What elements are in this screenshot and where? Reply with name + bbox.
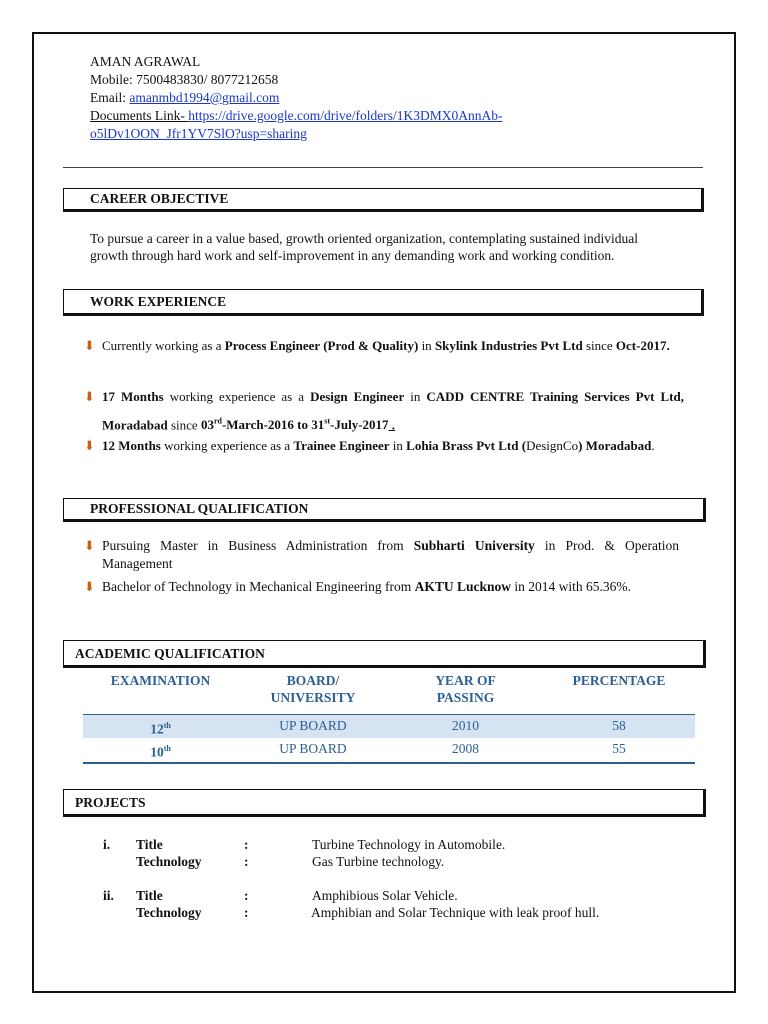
- exam-cell: 12th: [150, 721, 171, 737]
- documents-link[interactable]: https://drive.google.com/drive/folders/1K3DMX0AnnAb- o5lDv1OON_Jfr1YV7SlO?usp=sharing: [90, 108, 503, 141]
- percentage-cell: 55: [612, 741, 626, 756]
- work-item: ⬇ Currently working as a Process Engineer (Prod & Quality) in Skylink Industries Pvt Ltd since Oct-2017.: [84, 333, 684, 358]
- percentage-cell: 58: [612, 718, 626, 733]
- arrow-bullet-icon: ⬇: [84, 389, 95, 404]
- arrow-bullet-icon: ⬇: [84, 338, 95, 353]
- professional-item: ⬇ Bachelor of Technology in Mechanical Engineering from AKTU Lucknow in 2014 with 65.36%.: [84, 577, 694, 597]
- project-technology-label: Technology: [136, 854, 202, 869]
- project-title: Amphibious Solar Vehicle.: [312, 888, 458, 903]
- project-title-label: Title: [136, 837, 163, 852]
- academic-qualification-heading: ACADEMIC QUALIFICATION: [63, 640, 706, 668]
- academic-table-header: [83, 672, 695, 714]
- career-objective-text: To pursue a career in a value based, growth oriented organization, contemplating sustained individual growth through hard work and self-improvement in any demanding work and working condition.: [90, 231, 639, 263]
- career-objective-heading: CAREER OBJECTIVE: [63, 188, 704, 212]
- email-link[interactable]: amanmbd1994@gmail.com: [129, 90, 280, 105]
- projects-heading: PROJECTS: [63, 789, 706, 817]
- col-examination: EXAMINATION: [110, 673, 211, 688]
- project-item: i. Title : Turbine Technology in Automobile. Technology : Gas Turbine technology.: [103, 837, 506, 869]
- project-title: Turbine Technology in Automobile.: [312, 837, 506, 852]
- board-cell: UP BOARD: [279, 718, 347, 733]
- col-year: YEAR OF PASSING: [435, 673, 496, 705]
- project-technology: Gas Turbine technology.: [312, 854, 445, 869]
- professional-qualification-heading: PROFESSIONAL QUALIFICATION: [63, 498, 706, 522]
- project-technology: Amphibian and Solar Technique with leak proof hull.: [311, 905, 600, 920]
- candidate-name: AMAN AGRAWAL: [90, 54, 201, 69]
- work-item: ⬇ 12 Months working experience as a Trainee Engineer in Lohia Brass Pvt Ltd (DesignCo) Moradabad.: [84, 436, 684, 456]
- year-cell: 2010: [452, 718, 479, 733]
- arrow-bullet-icon: ⬇: [84, 579, 95, 594]
- contact-block: [90, 53, 502, 143]
- project-technology-label: Technology: [136, 905, 202, 920]
- work-item: ⬇ 17 Months working experience as a Design Engineer in CADD CENTRE Training Services Pvt Ltd, Moradabad since 03rd-March-2016 to 31st-July-2017 .: [84, 384, 684, 437]
- professional-item: ⬇ Pursuing Master in Business Administration from Subharti University in Prod. & Operation Management: [84, 538, 679, 571]
- col-board: BOARD/ UNIVERSITY: [270, 673, 356, 705]
- arrow-bullet-icon: ⬇: [84, 438, 95, 453]
- academic-table: [83, 672, 695, 764]
- board-cell: UP BOARD: [279, 741, 347, 756]
- project-item: ii. Title : Amphibious Solar Vehicle. Technology : Amphibian and Solar Technique with leak proof hull.: [103, 888, 600, 920]
- project-title-label: Title: [136, 888, 163, 903]
- exam-cell: 10th: [150, 744, 171, 760]
- project-number: ii.: [103, 888, 114, 903]
- mobile-number: 7500483830/ 8077212658: [136, 72, 279, 87]
- project-number: i.: [103, 837, 111, 852]
- col-percentage: PERCENTAGE: [572, 673, 666, 688]
- mobile-line: Mobile: 7500483830/ 8077212658: [90, 72, 279, 87]
- arrow-bullet-icon: ⬇: [84, 538, 95, 553]
- table-bottom-rule: [83, 762, 695, 764]
- year-cell: 2008: [452, 741, 479, 756]
- documents-line: Documents Link- https://drive.google.com/drive/folders/1K3DMX0AnnAb- o5lDv1OON_Jfr1YV7SlO?usp=sharing: [90, 108, 503, 141]
- email-line: Email: amanmbd1994@gmail.com: [90, 90, 280, 105]
- header-divider: [63, 167, 703, 168]
- table-row: [83, 738, 695, 762]
- table-row: [83, 714, 695, 738]
- work-experience-heading: WORK EXPERIENCE: [63, 289, 704, 316]
